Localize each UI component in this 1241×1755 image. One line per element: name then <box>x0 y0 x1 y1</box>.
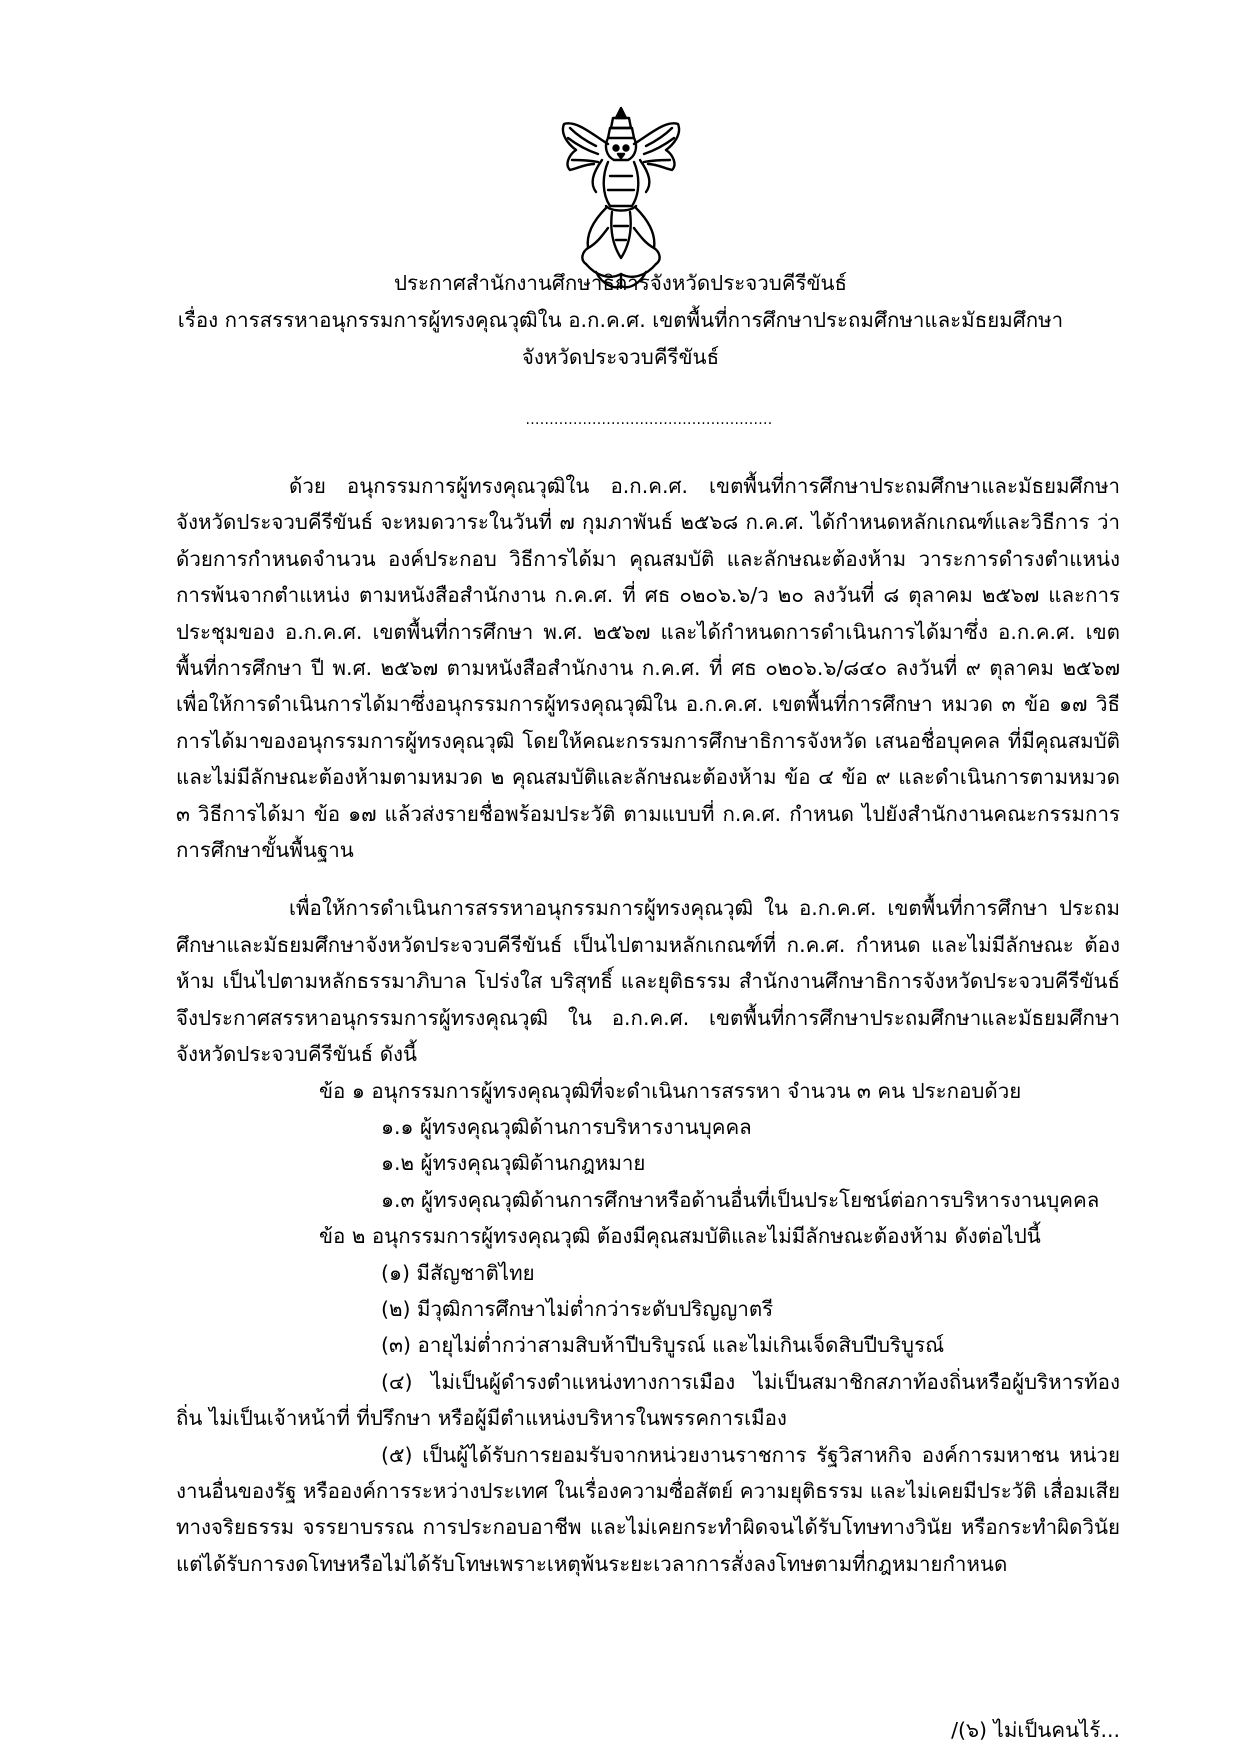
paragraph-purpose: เพื่อให้การดำเนินการสรรหาอนุกรรมการผู้ทรงคุณวุฒิ ใน อ.ก.ค.ศ. เขตพื้นที่การศึกษา ประถมศึกษาและมัธยมศึกษาจังหวัดประจวบคีรีขันธ์ เป็นไปตามหลักเกณฑ์ที่ ก.ค.ศ. กำหนด และไม่มีลักษณะ ต้องห้าม เป็นไปตามหลักธรรมาภิบาล โปร่งใส บริสุทธิ์ และยุติธรรม สำนักงานศึกษาธิการจังหวัดประจวบคีรีขันธ์ จึงประกาศสรรหาอนุกรรมการผู้ทรงคุณวุฒิ ใน อ.ก.ค.ศ. เขตพื้นที่การศึกษาประถมศึกษาและมัธยมศึกษา จังหวัดประจวบคีรีขันธ์ ดังนี้ <box>176 896 1120 1067</box>
clause-2-item: (๓) อายุไม่ต่ำกว่าสามสิบห้าปีบริบูรณ์ และไม่เกินเจ็ดสิบปีบริบูรณ์ <box>381 1333 945 1358</box>
clause-1-heading: ข้อ ๑ อนุกรรมการผู้ทรงคุณวุฒิที่จะดำเนินการสรรหา จำนวน ๓ คน ประกอบด้วย <box>319 1078 1022 1103</box>
clause-2-item: (๑) มีสัญชาติไทย <box>381 1260 535 1285</box>
announcement-subject: เรื่อง การสรรหาอนุกรรมการผู้ทรงคุณวุฒิใน อ.ก.ค.ศ. เขตพื้นที่การศึกษาประถมศึกษาและมัธยมศึกษา <box>177 308 1064 332</box>
clause-2-item: (๒) มีวุฒิการศึกษาไม่ต่ำกว่าระดับปริญญาตรี <box>381 1296 774 1321</box>
clause-1-item: ๑.๓ ผู้ทรงคุณวุฒิด้านการศึกษาหรือด้านอื่นที่เป็นประโยชน์ต่อการบริหารงานบุคคล <box>381 1187 1100 1212</box>
announcement-subject-cont: จังหวัดประจวบคีรีขันธ์ <box>521 345 720 369</box>
page-continuation: /(๖) ไม่เป็นคนไร้... <box>951 1718 1120 1742</box>
announcement-body <box>176 468 1120 1582</box>
clause-2-heading: ข้อ ๒ อนุกรรมการผู้ทรงคุณวุฒิ ต้องมีคุณสมบัติและไม่มีลักษณะต้องห้าม ดังต่อไปนี้ <box>319 1224 1041 1249</box>
clause-1-item: ๑.๒ ผู้ทรงคุณวุฒิด้านกฎหมาย <box>381 1151 646 1176</box>
clause-2-item-4: (๔) ไม่เป็นผู้ดำรงตำแหน่งทางการเมือง ไม่เป็นสมาชิกสภาท้องถิ่นหรือผู้บริหารท้องถิ่น ไม่เป็นเจ้าหน้าที่ ที่ปรึกษา หรือผู้มีตำแหน่งบริหารในพรรคการเมือง <box>176 1369 1120 1431</box>
garuda-emblem-icon <box>556 104 686 292</box>
announcement-header <box>120 265 1121 376</box>
paragraph-background: ด้วย อนุกรรมการผู้ทรงคุณวุฒิใน อ.ก.ค.ศ. เขตพื้นที่การศึกษาประถมศึกษาและมัธยมศึกษา จังหวัดประจวบคีรีขันธ์ จะหมดวาระในวันที่ ๗ กุมภาพันธ์ ๒๕๖๘ ก.ค.ศ. ได้กำหนดหลักเกณฑ์และวิธีการ ว่าด้วยการกำหนดจำนวน องค์ประกอบ วิธีการได้มา คุณสมบัติ และลักษณะต้องห้าม วาระการดำรงตำแหน่ง การพ้นจากตำแหน่ง ตามหนังสือสำนักงาน ก.ค.ศ. ที่ ศธ ๐๒๐๖.๖/ว ๒๐ ลงวันที่ ๘ ตุลาคม ๒๕๖๗ และการประชุมของ อ.ก.ค.ศ. เขตพื้นที่การศึกษา พ.ศ. ๒๕๖๗ และได้กำหนดการดำเนินการได้มาซึ่ง อ.ก.ค.ศ. เขตพื้นที่การศึกษา ปี พ.ศ. ๒๕๖๗ ตามหนังสือสำนักงาน ก.ค.ศ. ที่ ศธ ๐๒๐๖.๖/๘๔๐ ลงวันที่ ๙ ตุลาคม ๒๕๖๗ เพื่อให้การดำเนินการได้มาซึ่งอนุกรรมการผู้ทรงคุณวุฒิใน อ.ก.ค.ศ. เขตพื้นที่การศึกษา หมวด ๓ ข้อ ๑๗ วิธีการได้มาของอนุกรรมการผู้ทรงคุณวุฒิ โดยให้คณะกรรมการศึกษาธิการจังหวัด เสนอชื่อบุคคล ที่มีคุณสมบัติและไม่มีลักษณะต้องห้ามตามหมวด ๒ คุณสมบัติและลักษณะต้องห้าม ข้อ ๔ ข้อ ๙ และดำเนินการตามหมวด ๓ วิธีการได้มา ข้อ ๑๗ แล้วส่งรายชื่อพร้อมประวัติ ตามแบบที่ ก.ค.ศ. กำหนด ไปยังสำนักงานคณะกรรมการการศึกษาขั้นพื้นฐาน <box>176 474 1120 863</box>
clause-1-item: ๑.๑ ผู้ทรงคุณวุฒิด้านการบริหารงานบุคคล <box>381 1114 752 1139</box>
header-separator: .................................................... <box>525 412 773 428</box>
announcement-issuer: ประกาศสำนักงานศึกษาธิการจังหวัดประจวบคีรีขันธ์ <box>393 271 848 295</box>
clause-2-item-5: (๕) เป็นผู้ได้รับการยอมรับจากหน่วยงานราชการ รัฐวิสาหกิจ องค์การมหาชน หน่วยงานอื่นของรัฐ หรือองค์การระหว่างประเทศ ในเรื่องความซื่อสัตย์ ความยุติธรรม และไม่เคยมีประวัติ เสื่อมเสียทางจริยธรรม จรรยาบรรณ การประกอบอาชีพ และไม่เคยกระทำผิดจนได้รับโทษทางวินัย หรือกระทำผิดวินัยแต่ได้รับการงดโทษหรือไม่ได้รับโทษเพราะเหตุพ้นระยะเวลาการสั่งลงโทษตามที่กฎหมายกำหนด <box>176 1442 1120 1576</box>
